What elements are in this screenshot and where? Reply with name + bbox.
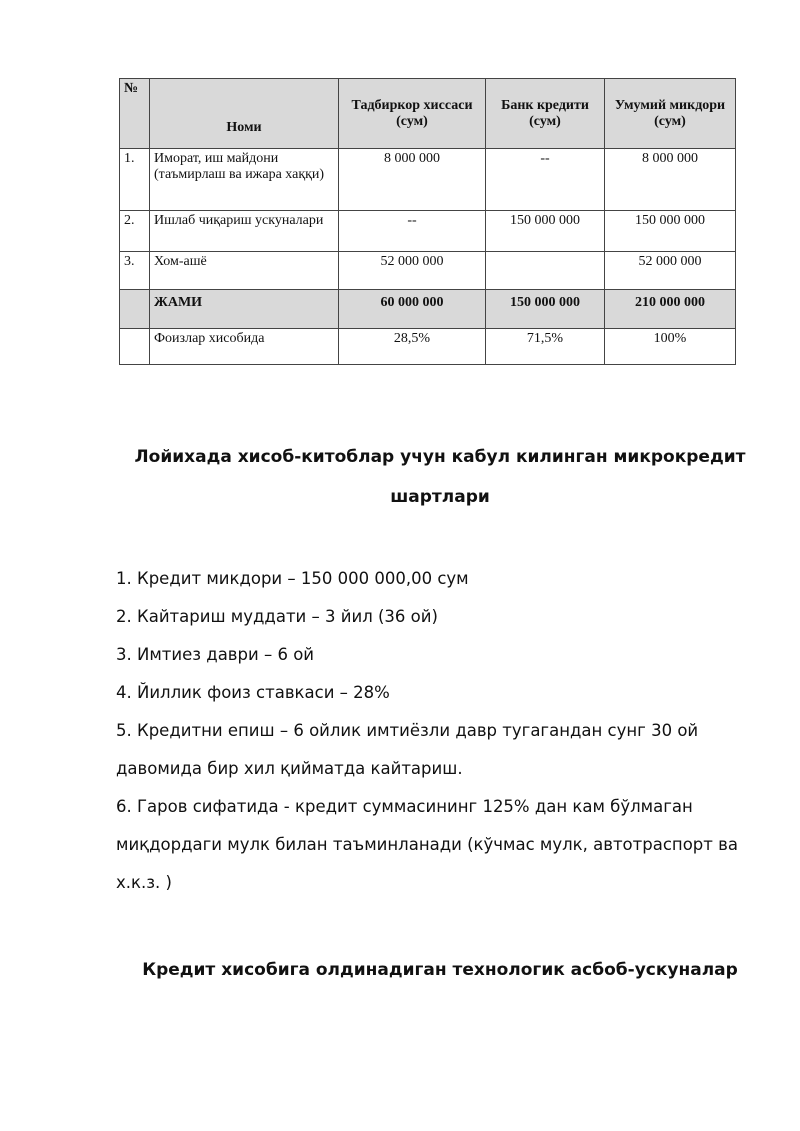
total-row: [120, 290, 736, 329]
list-item: 6. Гаров сифатида - кредит суммасининг 125% дан кам бўлмаган миқдордаги мулк билан таъминланади (кўчмас мулк, автотраспорт ва х.к.з. ): [116, 797, 738, 892]
table-row: [120, 252, 736, 290]
header-entrepreneur-share: Тадбиркор хиссаси (сум): [339, 79, 486, 149]
investment-table: [119, 78, 736, 365]
equipment-heading: Кредит хисобига олдинадиган технологик асбоб-ускуналар: [142, 960, 738, 980]
header-number: №: [120, 79, 150, 149]
row-entrepreneur: 8 000 000: [339, 149, 486, 211]
row-number: 3.: [120, 252, 150, 290]
percent-row-number: [120, 329, 150, 365]
total-label: ЖАМИ: [150, 290, 339, 329]
row-number: 2.: [120, 211, 150, 252]
percent-label: Фоизлар хисобида: [150, 329, 339, 365]
row-total: 150 000 000: [605, 211, 736, 252]
total-bank: 150 000 000: [486, 290, 605, 329]
list-item: 5. Кредитни епиш – 6 ойлик имтиёзли давр тугагандан сунг 30 ой давомида бир хил қийматда кайтариш.: [116, 721, 699, 778]
row-total: 52 000 000: [605, 252, 736, 290]
total-overall: 210 000 000: [605, 290, 736, 329]
row-name: Иморат, иш майдони (таъмирлаш ва ижара хаққи): [150, 149, 339, 211]
table-row: [120, 149, 736, 211]
table-header-row: [120, 79, 736, 149]
list-item: 2. Кайтариш муддати – 3 йил (36 ой): [116, 607, 438, 626]
row-bank: [486, 252, 605, 290]
header-total-amount: Умумий микдори (сум): [605, 79, 736, 149]
total-row-number: [120, 290, 150, 329]
row-bank: 150 000 000: [486, 211, 605, 252]
row-name: Хом-ашё: [150, 252, 339, 290]
total-entrepreneur: 60 000 000: [339, 290, 486, 329]
row-bank: --: [486, 149, 605, 211]
list-item: 3. Имтиез даври – 6 ой: [116, 645, 315, 664]
table-row: [120, 211, 736, 252]
percent-total: 100%: [605, 329, 736, 365]
percent-bank: 71,5%: [486, 329, 605, 365]
list-item: 1. Кредит микдори – 150 000 000,00 сум: [116, 569, 469, 588]
credit-terms-list: [116, 560, 756, 902]
header-bank-credit: Банк кредити (сум): [486, 79, 605, 149]
row-total: 8 000 000: [605, 149, 736, 211]
list-item: 4. Йиллик фоиз ставкаси – 28%: [116, 683, 390, 702]
row-entrepreneur: --: [339, 211, 486, 252]
row-entrepreneur: 52 000 000: [339, 252, 486, 290]
percent-row: [120, 329, 736, 365]
header-name: Номи: [150, 79, 339, 149]
percent-entrepreneur: 28,5%: [339, 329, 486, 365]
row-name: Ишлаб чиқариш ускуналари: [150, 211, 339, 252]
row-number: 1.: [120, 149, 150, 211]
microcredit-terms-heading: Лойихада хисоб-китоблар учун кабул килинган микрокредит шартлари: [134, 447, 746, 507]
